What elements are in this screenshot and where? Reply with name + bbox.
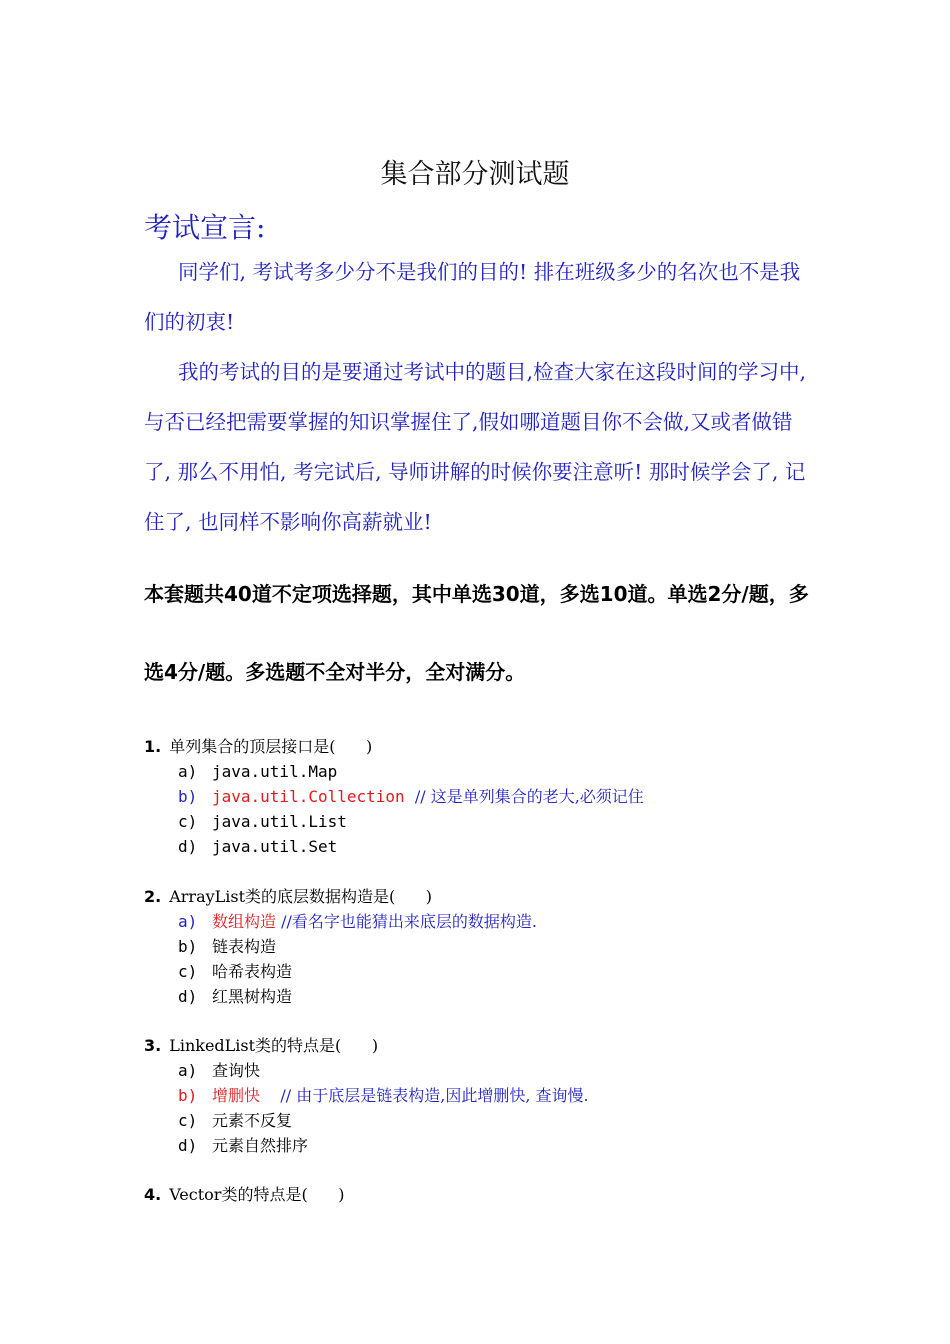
option-letter: a) <box>178 762 198 781</box>
question-2 <box>144 884 844 1009</box>
option-c <box>178 1108 844 1133</box>
question-number: 2. <box>144 887 162 906</box>
option-text: 元素自然排序 <box>212 1136 309 1155</box>
option-a <box>178 1058 844 1083</box>
option-text: java.util.Collection <box>212 787 405 806</box>
option-text: 链表构造 <box>212 937 277 956</box>
option-b-correct <box>178 1083 844 1108</box>
question-text: LinkedList类的特点是( ) <box>169 1036 379 1055</box>
option-c <box>178 809 844 834</box>
declaration-paragraph-2-text: 我的考试的目的是要通过考试中的题目,检查大家在这段时间的学习中,与否已经把需要掌握的知识掌握住了,假如哪道题目你不会做,又或者做错了, 那么不用怕, 考完试后, 导师讲解的时候你要注意听! 那时候学会了, 记住了, 也同样不影响你高薪就业! <box>144 360 807 534</box>
option-a-correct <box>178 909 844 934</box>
declaration-paragraph-1 <box>144 247 814 347</box>
option-letter: b) <box>178 1086 198 1105</box>
question-number: 1. <box>144 737 162 756</box>
option-text: java.util.Set <box>212 837 338 856</box>
option-letter: a) <box>178 1061 198 1080</box>
answer-note: // 这是单列集合的老大,必须记住 <box>404 787 644 806</box>
document-title: 集合部分测试题 <box>380 159 570 190</box>
option-letter: b) <box>178 937 198 956</box>
question-2-head <box>144 884 844 909</box>
option-letter: c) <box>178 962 198 981</box>
option-a <box>178 759 844 784</box>
option-text: 哈希表构造 <box>212 962 293 981</box>
question-1-head <box>144 734 844 759</box>
question-text: Vector类的特点是( ) <box>169 1185 345 1204</box>
option-d <box>178 984 844 1009</box>
option-letter: b) <box>178 787 198 806</box>
option-letter: c) <box>178 1111 198 1130</box>
declaration-heading: 考试宣言: <box>144 211 266 244</box>
question-3 <box>144 1033 844 1158</box>
option-d <box>178 1133 844 1158</box>
question-text: 单列集合的顶层接口是( ) <box>169 737 373 756</box>
declaration-paragraph-1-text: 同学们, 考试考多少分不是我们的目的! 排在班级多少的名次也不是我们的初衷! <box>144 260 801 334</box>
option-text: 增删快 <box>212 1086 261 1105</box>
option-letter: d) <box>178 1136 198 1155</box>
question-4-head <box>144 1182 844 1207</box>
option-b <box>178 934 844 959</box>
option-text: 元素不反复 <box>212 1111 293 1130</box>
option-text: java.util.Map <box>212 762 338 781</box>
option-text: 查询快 <box>212 1061 261 1080</box>
option-letter: c) <box>178 812 198 831</box>
question-1 <box>144 734 844 859</box>
question-number: 3. <box>144 1036 162 1055</box>
question-number: 4. <box>144 1185 162 1204</box>
exam-rules: 本套题共40道不定项选择题，其中单选30道，多选10道。单选2分/题，多选4分/题。多选题不全对半分，全对满分。 <box>144 582 809 684</box>
option-letter: d) <box>178 987 198 1006</box>
question-text: ArrayList类的底层数据构造是( ) <box>169 887 433 906</box>
option-d <box>178 834 844 859</box>
option-letter: a) <box>178 912 198 931</box>
question-3-head <box>144 1033 844 1058</box>
option-letter: d) <box>178 837 198 856</box>
option-text: 数组构造 <box>212 912 277 931</box>
option-text: java.util.List <box>212 812 347 831</box>
declaration-paragraph-2 <box>144 347 814 547</box>
option-text: 红黑树构造 <box>212 987 293 1006</box>
question-4 <box>144 1182 844 1207</box>
answer-note: // 由于底层是链表构造,因此增删快, 查询慢. <box>260 1086 589 1105</box>
answer-note: //看名字也能猜出来底层的数据构造. <box>276 912 537 931</box>
option-c <box>178 959 844 984</box>
option-b-correct <box>178 784 844 809</box>
